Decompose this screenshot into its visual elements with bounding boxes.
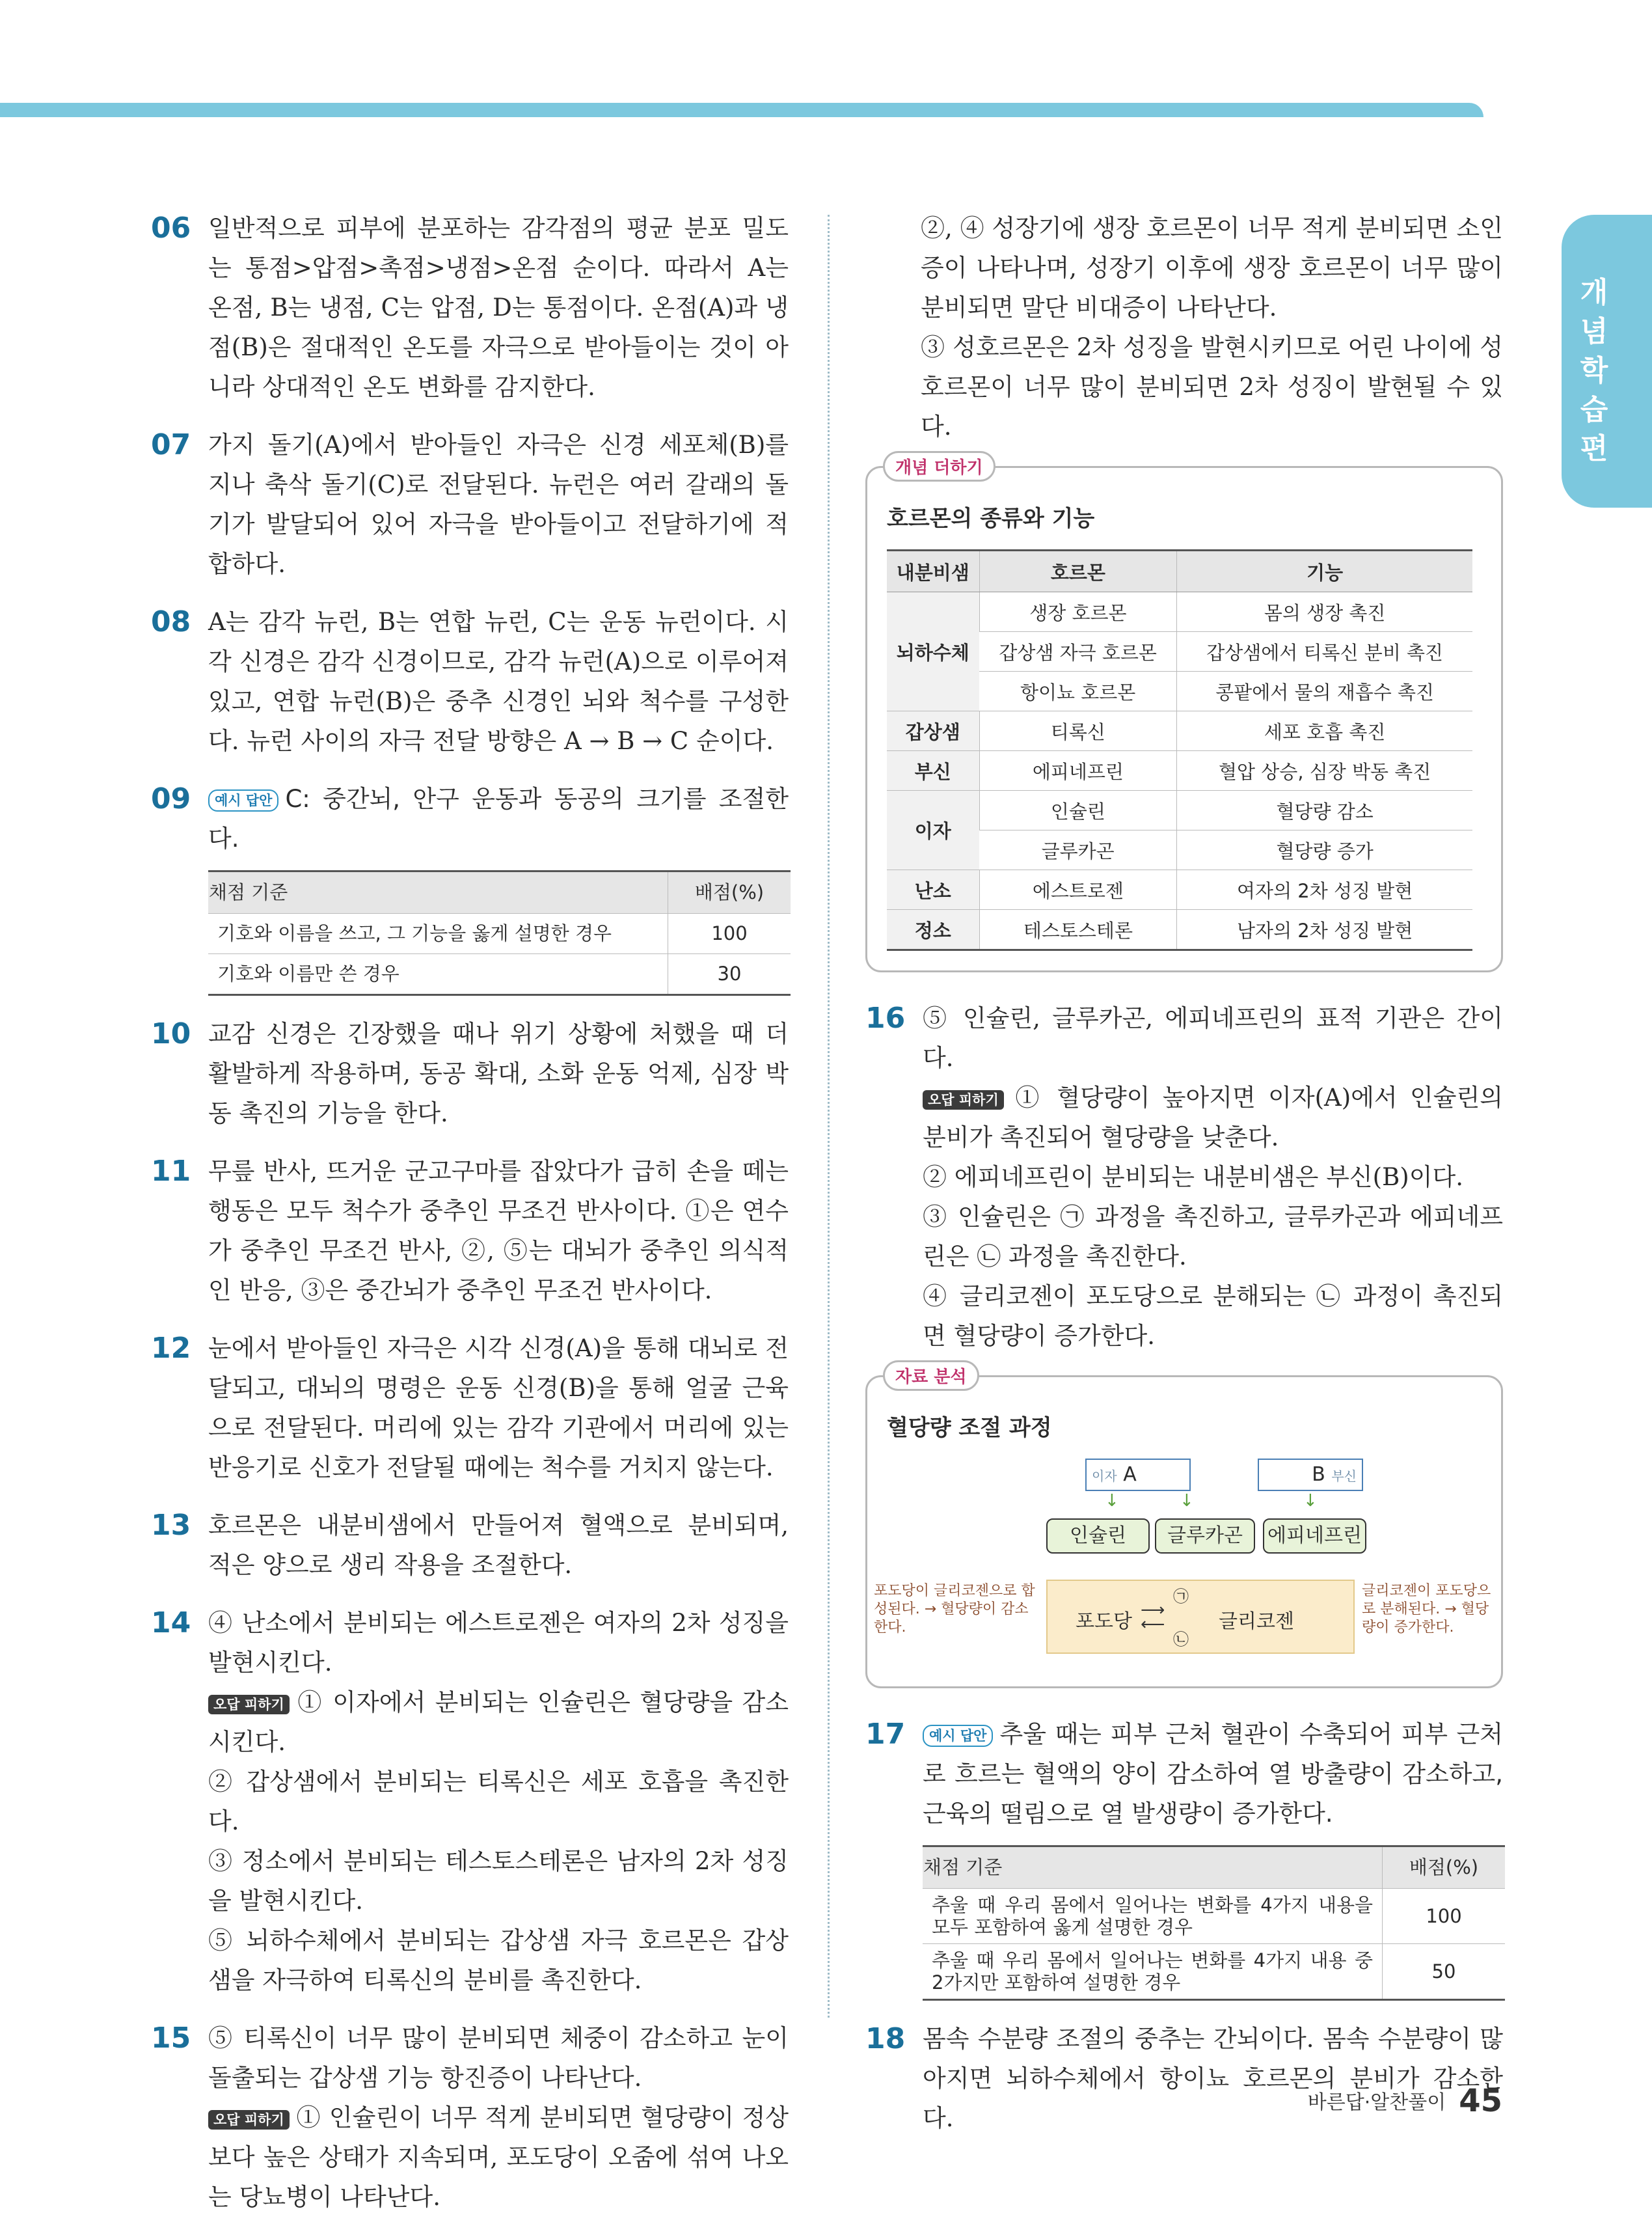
table-row — [887, 791, 1472, 830]
function-cell: 남자의 2차 성징 발현 — [1177, 910, 1472, 950]
question-07 — [151, 425, 789, 584]
answer-paragraph — [208, 425, 789, 584]
question-number: 08 — [151, 605, 191, 638]
hormone-cell: 항이뇨 호르몬 — [979, 672, 1177, 711]
paragraph-text: ② 갑상샘에서 분비되는 티록신은 세포 호흡을 촉진한다. — [208, 1768, 789, 1835]
question-15-continued — [865, 208, 1503, 446]
table-row — [923, 1889, 1505, 1944]
epinephrine-box: 에피네프린 — [1263, 1518, 1366, 1554]
question-number: 06 — [151, 212, 191, 245]
hormone-cell: 에스트로젠 — [979, 870, 1177, 910]
answer-paragraph — [923, 1157, 1503, 1197]
question-06 — [151, 208, 789, 407]
hormone-cell: 에피네프린 — [979, 751, 1177, 791]
right-column — [865, 208, 1503, 2156]
gland-cell: 갑상샘 — [887, 711, 979, 751]
criteria-cell: 추울 때 우리 몸에서 일어나는 변화를 4가지 내용 중 2가지만 포함하여 설명한 경우 — [923, 1944, 1383, 2000]
answer-paragraph: 몸속 수분량 조절의 중추는 간뇌이다. 몸속 수분량이 많아지면 뇌하수체에서 항이뇨 호르몬의 분비가 감소한다. — [923, 2025, 1503, 2132]
question-number: 12 — [151, 1332, 191, 1365]
answer-paragraph — [208, 2018, 789, 2098]
answer-paragraph — [923, 1197, 1503, 1276]
answer-paragraph — [923, 1078, 1503, 1157]
paragraph-text: ⑤ 뇌하수체에서 분비되는 갑상샘 자극 호르몬은 갑상샘을 자극하여 티록신의 분비를 촉진한다. — [208, 1926, 789, 1994]
scoring-table — [208, 870, 791, 996]
table-header: 배점(%) — [1383, 1846, 1506, 1889]
question-number: 13 — [151, 1509, 191, 1542]
table-row — [887, 910, 1472, 950]
answer-paragraph — [208, 1921, 789, 2000]
question-14 — [151, 1603, 789, 2000]
question-number: 10 — [151, 1017, 191, 1050]
glucose-label: 포도당 — [1076, 1610, 1132, 1633]
paragraph-text: ④ 글리코젠이 포도당으로 분해되는 ㉡ 과정이 촉진되면 혈당량이 증가한다. — [923, 1282, 1503, 1350]
right-note: 글리코젠이 포도당으로 분해된다. → 혈당량이 증가한다. — [1362, 1583, 1491, 1636]
question-09 — [151, 779, 789, 996]
question-16 — [865, 998, 1503, 1356]
paragraph-text: ⑤ 티록신이 너무 많이 분비되면 체중이 감소하고 눈이 돌출되는 갑상샘 기능 항진증이 나타난다. — [208, 2024, 789, 2092]
answer-text: 추울 때는 피부 근처 혈관이 수축되어 피부 근처로 흐르는 혈액의 양이 감소하여 열 방출량이 감소하고, 근육의 떨림으로 열 발생량이 증가한다. — [923, 1720, 1503, 1828]
table-row — [923, 1944, 1505, 2000]
question-18 — [865, 2019, 1503, 2138]
question-08 — [151, 602, 789, 761]
side-tab-label: 개념학습편 — [1580, 276, 1608, 465]
arrow-down-icon: ↓ — [1105, 1491, 1119, 1511]
page-footer — [1308, 2083, 1502, 2119]
organ-label: 이자 — [1092, 1468, 1117, 1484]
function-cell: 혈당량 감소 — [1177, 791, 1472, 830]
page-number: 45 — [1459, 2083, 1502, 2119]
table-header: 배점(%) — [668, 871, 791, 914]
avoid-mistake-tag: 오답 피하기 — [208, 1695, 290, 1714]
box-title: 혈당량 조절 과정 — [887, 1415, 1052, 1441]
glycogen-label: 글리코젠 — [1219, 1610, 1294, 1633]
answer-paragraph: ③ 성호르몬은 2차 성징을 발현시키므로 어린 나이에 성호르몬이 너무 많이 분비되면 2차 성징이 발현될 수 있다. — [921, 333, 1503, 441]
criteria-cell: 기호와 이름을 쓰고, 그 기능을 옳게 설명한 경우 — [208, 914, 668, 954]
box-label: 개념 더하기 — [883, 451, 995, 482]
avoid-mistake-tag: 오답 피하기 — [923, 1090, 1004, 1110]
table-row — [887, 711, 1472, 751]
scoring-table — [923, 1845, 1505, 2001]
answer-paragraph — [208, 1682, 789, 1762]
function-cell: 콩팥에서 물의 재흡수 촉진 — [1177, 672, 1472, 711]
table-header: 채점 기준 — [208, 871, 668, 914]
question-13 — [151, 1505, 789, 1585]
process-b-mark: ㉡ — [1173, 1630, 1189, 1649]
hormone-table — [887, 549, 1472, 951]
table-header: 호르몬 — [979, 551, 1177, 592]
paragraph-text: ② 에피네프린이 분비되는 내분비샘은 부신(B)이다. — [923, 1163, 1463, 1191]
example-answer-tag: 예시 답안 — [208, 789, 278, 812]
arrow-down-icon: ↓ — [1180, 1491, 1194, 1511]
paragraph-text: ① 이자에서 분비되는 인슐린은 혈당량을 감소시킨다. — [208, 1688, 789, 1756]
function-cell: 갑상샘에서 티록신 분비 촉진 — [1177, 632, 1472, 672]
hormone-cell: 생장 호르몬 — [979, 592, 1177, 632]
paragraph-text: ④ 난소에서 분비되는 에스트로젠은 여자의 2차 성징을 발현시킨다. — [208, 1609, 789, 1677]
paragraph-text: ③ 인슐린은 ㉠ 과정을 촉진하고, 글루카곤과 에피네프린은 ㉡ 과정을 촉진한다. — [923, 1203, 1503, 1270]
process-a-mark: ㉠ — [1173, 1587, 1189, 1606]
answer-paragraph — [208, 1505, 789, 1585]
answer-paragraph — [208, 1014, 789, 1133]
hormone-cell: 인슐린 — [979, 791, 1177, 830]
paragraph-text: 교감 신경은 긴장했을 때나 위기 상황에 처했을 때 더 활발하게 작용하며, 동공 확대, 소화 운동 억제, 심장 박동 촉진의 기능을 한다. — [208, 1020, 789, 1127]
answer-paragraph — [208, 602, 789, 761]
answer-paragraph — [923, 998, 1503, 1078]
question-10 — [151, 1014, 789, 1133]
paragraph-text: 무릎 반사, 뜨거운 군고구마를 잡았다가 급히 손을 떼는 행동은 모두 척수가 중추인 무조건 반사이다. ①은 연수가 중추인 무조건 반사, ②, ⑤는 대뇌가 중추인 의식적인 반응, ③은 중간뇌가 중추인 무조건 반사이다. — [208, 1157, 789, 1304]
paragraph-text: ① 혈당량이 높아지면 이자(A)에서 인슐린의 분비가 촉진되어 혈당량을 낮춘다. — [923, 1084, 1503, 1151]
question-12 — [151, 1328, 789, 1487]
question-number: 16 — [865, 1002, 906, 1035]
question-15 — [151, 2018, 789, 2217]
hormone-cell: 글루카곤 — [979, 830, 1177, 870]
paragraph-text: 가지 돌기(A)에서 받아들인 자극은 신경 세포체(B)를 지나 축삭 돌기(C)로 전달된다. 뉴런은 여러 갈래의 돌기가 발달되어 있어 자극을 받아들이고 전달하기에 적합하다. — [208, 431, 789, 578]
gland-cell: 이자 — [887, 791, 979, 870]
insulin-box: 인슐린 — [1046, 1518, 1150, 1554]
score-cell: 100 — [1383, 1889, 1506, 1944]
organ-label: 부신 — [1331, 1468, 1357, 1484]
table-header: 기능 — [1177, 551, 1472, 592]
table-row — [208, 914, 791, 954]
question-number: 14 — [151, 1606, 191, 1639]
box-label: 자료 분석 — [883, 1360, 979, 1391]
paragraph-text: A는 감각 뉴런, B는 연합 뉴런, C는 운동 뉴런이다. 시각 신경은 감각 신경이므로, 감각 뉴런(A)으로 이루어져 있고, 연합 뉴런(B)은 중추 신경인 뇌와 척수를 구성한다. 뉴런 사이의 자극 전달 방향은 A → B → C 순이다. — [208, 608, 789, 755]
example-answer-tag: 예시 답안 — [923, 1725, 993, 1747]
paragraph-text: ⑤ 인슐린, 글루카곤, 에피네프린의 표적 기관은 간이다. — [923, 1004, 1503, 1072]
glucagon-box: 글루카곤 — [1155, 1518, 1255, 1554]
answer-paragraph — [208, 1762, 789, 1841]
pancreas-box — [1085, 1459, 1191, 1491]
data-analysis-box — [865, 1367, 1503, 1688]
function-cell: 혈압 상승, 심장 박동 촉진 — [1177, 751, 1472, 791]
function-cell: 여자의 2차 성징 발현 — [1177, 870, 1472, 910]
table-row — [208, 954, 791, 995]
paragraph-text: 눈에서 받아들인 자극은 시각 신경(A)을 통해 대뇌로 전달되고, 대뇌의 명령은 운동 신경(B)을 통해 얼굴 근육으로 전달된다. 머리에 있는 감각 기관에서 머리에 있는 반응기로 신호가 전달될 때에는 척수를 거치지 않는다. — [208, 1334, 789, 1481]
hormone-cell: 테스토스테론 — [979, 910, 1177, 950]
function-cell: 몸의 생장 촉진 — [1177, 592, 1472, 632]
score-cell: 50 — [1383, 1944, 1506, 2000]
answer-paragraph — [208, 1328, 789, 1487]
column-divider — [828, 215, 830, 2018]
answer-paragraph — [208, 1151, 789, 1310]
gland-cell: 정소 — [887, 910, 979, 950]
top-bar — [0, 103, 1483, 117]
hormone-cell: 티록신 — [979, 711, 1177, 751]
question-number: 15 — [151, 2022, 191, 2055]
table-header: 내분비샘 — [887, 551, 979, 592]
answer-paragraph — [208, 2098, 789, 2217]
question-number: 11 — [151, 1155, 191, 1188]
adrenal-box — [1258, 1459, 1363, 1491]
gland-cell: 뇌하수체 — [887, 592, 979, 711]
gland-cell: 부신 — [887, 751, 979, 791]
question-11 — [151, 1151, 789, 1310]
question-number: 09 — [151, 782, 191, 816]
arrow-left-icon: ⟵ — [1141, 1615, 1165, 1634]
criteria-cell: 추울 때 우리 몸에서 일어나는 변화를 4가지 내용을 모두 포함하여 옳게 설명한 경우 — [923, 1889, 1383, 1944]
avoid-mistake-tag: 오답 피하기 — [208, 2110, 290, 2130]
criteria-cell: 기호와 이름만 쓴 경우 — [208, 954, 668, 995]
hormone-cell: 갑상샘 자극 호르몬 — [979, 632, 1177, 672]
answer-text: C: 중간뇌, 안구 운동과 동공의 크기를 조절한다. — [208, 785, 789, 853]
left-note: 포도당이 글리코젠으로 합성된다. → 혈당량이 감소한다. — [874, 1583, 1035, 1636]
answer-paragraph — [208, 208, 789, 407]
question-number: 18 — [865, 2022, 906, 2055]
paragraph-text: ③ 정소에서 분비되는 테스토스테론은 남자의 2차 성징을 발현시킨다. — [208, 1847, 789, 1915]
answer-paragraph — [923, 1276, 1503, 1356]
left-column — [151, 208, 789, 2235]
box-title: 호르몬의 종류와 기능 — [887, 506, 1095, 532]
function-cell: 혈당량 증가 — [1177, 830, 1472, 870]
organ-letter: B — [1312, 1463, 1325, 1486]
question-number: 07 — [151, 428, 191, 461]
blood-sugar-diagram — [874, 1459, 1491, 1667]
arrow-down-icon: ↓ — [1303, 1491, 1318, 1511]
answer-paragraph — [208, 1841, 789, 1921]
question-number: 17 — [865, 1718, 906, 1751]
table-header: 채점 기준 — [923, 1846, 1383, 1889]
answer-paragraph — [208, 1603, 789, 1682]
table-row — [887, 592, 1472, 632]
score-cell: 30 — [668, 954, 791, 995]
function-cell: 세포 호흡 촉진 — [1177, 711, 1472, 751]
paragraph-text: ① 인슐린이 너무 적게 분비되면 혈당량이 정상보다 높은 상태가 지속되며, 포도당이 오줌에 섞여 나오는 당뇨병이 나타난다. — [208, 2104, 789, 2211]
organ-letter: A — [1123, 1463, 1137, 1486]
answer-paragraph: ②, ④ 성장기에 생장 호르몬이 너무 적게 분비되면 소인증이 나타나며, 성장기 이후에 생장 호르몬이 너무 많이 분비되면 말단 비대증이 나타난다. — [921, 214, 1503, 322]
arrow-right-icon: ⟶ — [1141, 1600, 1165, 1620]
paragraph-text: 호르몬은 내분비샘에서 만들어져 혈액으로 분비되며, 적은 양으로 생리 작용을 조절한다. — [208, 1511, 789, 1579]
gland-cell: 난소 — [887, 870, 979, 910]
paragraph-text: 일반적으로 피부에 분포하는 감각점의 평균 분포 밀도는 통점>압점>촉점>냉점>온점 순이다. 따라서 A는 온점, B는 냉점, C는 압점, D는 통점이다. 온점(A)과 냉점(B)은 절대적인 온도를 자극으로 받아들이는 것이 아니라 상대적인 온도 변화를 감지한다. — [208, 214, 789, 401]
table-row — [887, 870, 1472, 910]
score-cell: 100 — [668, 914, 791, 954]
table-row — [887, 751, 1472, 791]
question-17 — [865, 1714, 1503, 2001]
concept-box — [865, 458, 1503, 972]
footer-label: 바른답·알찬풀이 — [1307, 2091, 1446, 2114]
